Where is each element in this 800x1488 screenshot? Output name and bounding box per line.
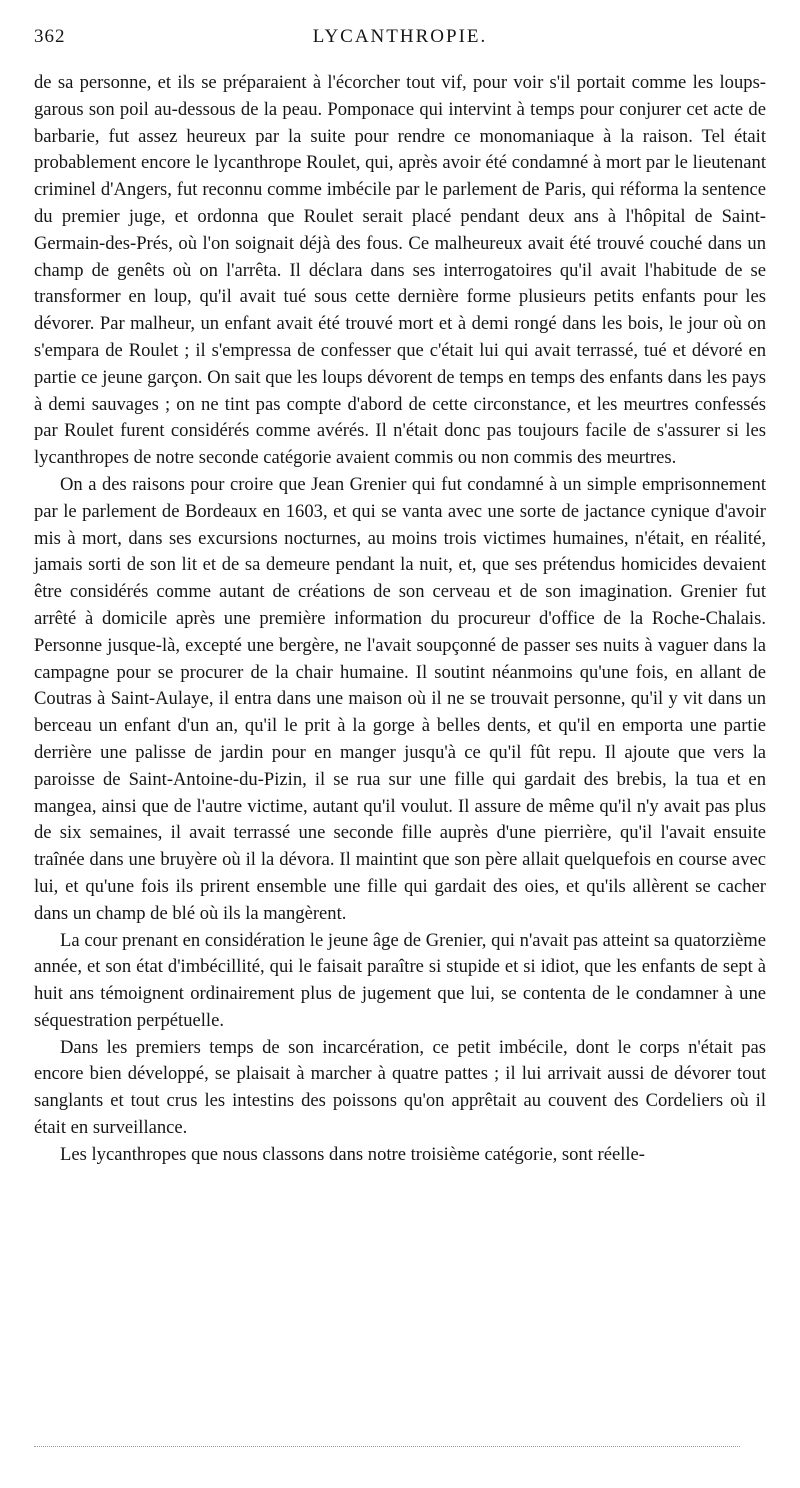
paragraph-5: Les lycanthropes que nous classons dans notre troisième catégorie, sont réelle- bbox=[60, 1143, 646, 1165]
page-number: 362 bbox=[34, 26, 66, 47]
paragraph-3: La cour prenant en considération le jeune âge de Grenier, qui n'avait pas atteint sa quatorzième année, et son état d'imbécillité, qui le faisait paraître si stupide et si idiot, que les enfants de sept à huit ans témoignent ordinairement plus de jugement que lui, se contenta de le condamner à une séquestration perpétuelle. bbox=[34, 929, 766, 1031]
paragraph-4: Dans les premiers temps de son incarcération, ce petit imbécile, dont le corps n'était pas encore bien développé, se plaisait à marcher à quatre pattes ; il lui arrivait aussi de dévorer tout sanglants et tout crus les intestins des poissons qu'on apprêtait au couvent des Cordeliers où il était en surveillance. bbox=[34, 1036, 766, 1139]
body-text bbox=[34, 70, 766, 1169]
running-head bbox=[34, 26, 766, 52]
paragraph-1: de sa personne, et ils se préparaient à l'écorcher tout vif, pour voir s'il portait comme les loups-garous son poil au-dessous de la peau. Pomponace qui intervint à temps pour conjurer cet acte de barbarie, fut assez heureux par la suite pour rendre ce monomaniaque à la raison. Tel était probablement encore le lycanthrope Roulet, qui, après avoir été condamné à mort par le lieutenant criminel d'Angers, fut reconnu comme imbécile par le parlement de Paris, qui réforma la sentence du premier juge, et ordonna que Roulet serait placé pendant deux ans à l'hôpital de Saint-Germain-des-Prés, où l'on soignait déjà des fous. Ce malheureux avait été trouvé couché dans un champ de genêts où on l'arrêta. Il déclara dans ses interrogatoires qu'il avait l'habitude de se transformer en loup, qu'il avait tué sous cette dernière forme plusieurs petits enfants pour les dévorer. Par malheur, un enfant avait été trouvé mort et à demi rongé dans les bois, le jour où on s'empara de Roulet ; il s'empressa de confesser que c'était lui qui avait terrassé, tué et dévoré en partie ce jeune garçon. On sait que les loups dévorent de temps en temps des enfants dans les pays à demi sauvages ; on ne tint pas compte d'abord de cette circonstance, et les meurtres confessés par Roulet furent considérés comme avérés. Il n'était donc pas toujours facile de s'assurer si les lycanthropes de notre seconde catégorie avaient commis ou non commis des meurtres. bbox=[34, 72, 766, 469]
bottom-rule bbox=[34, 1446, 740, 1447]
running-title: LYCANTHROPIE. bbox=[312, 26, 488, 47]
paragraph-2: On a des raisons pour croire que Jean Grenier qui fut condamné à un simple emprisonnement par le parlement de Bordeaux en 1603, et qui se vanta avec une sorte de jactance cynique d'avoir mis à mort, dans ses excursions nocturnes, au moins trois victimes humaines, n'était, en réalité, jamais sorti de son lit et de sa demeure pendant la nuit, et, que ses prétendus homicides devaient être considérés comme autant de créations de son cerveau et de son imagination. Grenier fut arrêté à domicile après une première information du procureur d'office de la Roche-Chalais. Personne jusque-là, excepté une bergère, ne l'avait soupçonné de passer ses nuits à vaguer dans la campagne pour se procurer de la chair humaine. Il soutint néanmoins qu'une fois, en allant de Coutras à Saint-Aulaye, il entra dans une maison où il ne se trouvait personne, qu'il y vit dans un berceau un enfant d'un an, qu'il le prit à la gorge à belles dents, et qu'il en emporta une partie derrière une palisse de jardin pour en manger jusqu'à ce qu'il fût repu. Il ajoute que vers la paroisse de Saint-Antoine-du-Pizin, il se rua sur une fille qui gardait des brebis, la tua et en mangea, ainsi que de l'autre victime, autant qu'il voulut. Il assure de même qu'il n'y avait pas plus de six semaines, il avait terrassé une seconde fille auprès d'une pierrière, qu'il l'avait ensuite traînée dans une bruyère où il la dévora. Il maintint que son père allait quelquefois en course avec lui, et qu'une fois ils prirent ensemble une fille qui gardait des oies, et qu'ils allèrent se cacher dans un champ de blé où ils la mangèrent. bbox=[34, 473, 766, 924]
